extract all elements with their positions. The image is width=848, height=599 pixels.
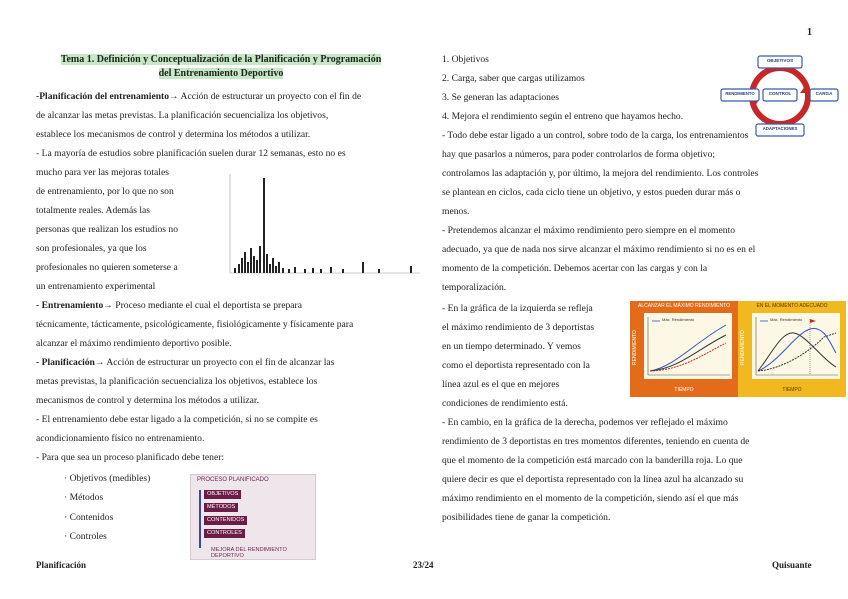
paragraph-line: que el momento de la competición está marcado con la banderilla roja. Lo que <box>442 455 743 466</box>
graph-ylabel: RENDIMIENTO <box>740 330 746 365</box>
graph-max-performance <box>630 301 738 397</box>
cycle-label: CARGA <box>815 91 833 96</box>
paragraph-line: profesionales no quieren someterse a <box>36 262 178 273</box>
process-step: OBJETIVOS <box>204 490 241 499</box>
paragraph-line: menos. <box>442 206 470 217</box>
graph-right-moment <box>738 301 846 397</box>
paragraph-line: condiciones de rendimiento está. <box>442 398 568 409</box>
graph-plot <box>752 313 840 379</box>
paragraph-line: controlamos las adaptación y, por último, la mejora del rendimiento. Los controles <box>442 168 759 179</box>
paragraph-line: de entrenamiento, por lo que no son <box>36 186 174 197</box>
study-duration-figure <box>208 168 426 282</box>
footer-left: Planificación <box>36 560 86 570</box>
paragraph-line: posibilidades tiene de ganar la competición. <box>442 512 611 523</box>
paragraph-line: - Pretendemos alcanzar el máximo rendimiento pero siempre en el momento <box>442 225 736 236</box>
paragraph-line: adecuado, ya que de nada nos sirve alcanzar el máximo rendimiento si no es en el <box>442 244 756 255</box>
paragraph-line: - Entrenamiento→ Proceso mediante el cual el deportista se prepara <box>36 300 302 311</box>
footer-page: 23/24 <box>413 560 434 570</box>
paragraph-line: mecanismos de control y determina los métodos a utilizar. <box>36 395 259 406</box>
paragraph-line: - La mayoría de estudios sobre planificación suelen durar 12 semanas, esto no es <box>36 148 346 159</box>
paragraph-line: metas previstas, la planificación secuencializa los objetivos, establece los <box>36 376 318 387</box>
page-number: 1 <box>807 27 812 38</box>
paragraph-line: alcanzar el máximo rendimiento deportivo posible. <box>36 338 232 349</box>
paragraph-line: máximo rendimiento en el momento de la competición, siendo así el que más <box>442 493 739 504</box>
graph-xlabel: TIEMPO <box>674 387 694 393</box>
process-step: CONTROLES <box>204 529 245 538</box>
list-item: 1. Objetivos <box>442 54 489 65</box>
paragraph-line: en un tiempo determinado. Y vemos <box>442 341 581 352</box>
paragraph-line: técnicamente, tácticamente, psicológicamente, fisiológicamente y físicamente para <box>36 319 354 330</box>
process-step: CONTENIDOS <box>204 516 247 525</box>
list-item: · Controles <box>64 531 107 542</box>
paragraph-line: - Todo debe estar ligado a un control, sobre todo de la carga, los entrenamientos <box>442 130 749 141</box>
paragraph-line: - Planificación→ Acción de estructurar un proyecto con el fin de alcanzar las <box>36 357 335 368</box>
process-step: MÉTODOS <box>204 503 238 512</box>
list-item: 2. Carga, saber que cargas utilizamos <box>442 73 585 84</box>
performance-curves <box>644 313 732 379</box>
graph-legend: Máx. Rendimiento <box>770 317 803 322</box>
paragraph-line: son profesionales, ya que los <box>36 243 147 254</box>
list-item: · Objetivos (medibles) <box>64 473 151 484</box>
cycle-label: OBJETIVOS <box>766 58 794 63</box>
paragraph-line: -Planificación del entrenamiento→ Acción de estructurar un proyecto con el fin de <box>36 91 362 102</box>
paragraph-line: de alcanzar las metas previstas. La planificación secuencializa los objetivos, <box>36 110 329 121</box>
paragraph-line: momento de la competición. Debemos acertar con las cargas y con la <box>442 263 708 274</box>
graph-title: EN EL MOMENTO ADECUADO <box>756 303 828 309</box>
title-line-2: del Entrenamiento Deportivo <box>158 68 284 79</box>
figure-footer: MEJORA DEL RENDIMIENTO DEPORTIVO <box>211 547 287 559</box>
paragraph-line: acondicionamiento físico no entrenamiento. <box>36 433 205 444</box>
cycle-arrows <box>720 55 840 137</box>
training-cycle-diagram <box>720 55 840 137</box>
paragraph-line: línea azul es el que en mejores <box>442 379 560 390</box>
list-item: · Métodos <box>64 492 104 503</box>
cycle-label: CONTROL <box>768 91 792 96</box>
paragraph-line: mucho para ver las mejoras totales <box>36 167 169 178</box>
paragraph-line: personas que realizan los estudios no <box>36 224 179 235</box>
paragraph-line: rendimiento de 3 deportistas en tres momentos diferentes, teniendo en cuenta de <box>442 436 750 447</box>
list-item: 4. Mejora el rendimiento según el entreno que hayamos hecho. <box>442 111 684 122</box>
paragraph-line: hay que pasarlos a números, para poder controlarlos de forma objetivo; <box>442 149 716 160</box>
graph-plot <box>644 313 732 379</box>
list-item: 3. Se generan las adaptaciones <box>442 92 559 103</box>
cycle-label: RENDIMIENTO <box>725 91 755 96</box>
paragraph-line: - En cambio, en la gráfica de la derecha, podemos ver reflejado el máximo <box>442 417 728 428</box>
title-line-1: Tema 1. Definición y Conceptualización de la Planificación y Programación <box>60 54 382 65</box>
paragraph-line: un entrenamiento experimental <box>36 281 156 292</box>
arrow-line <box>199 490 201 548</box>
graph-legend: Máx. Rendimiento <box>662 317 695 322</box>
graph-xlabel: TIEMPO <box>782 387 802 393</box>
paragraph-line: - En la gráfica de la izquierda se refleja <box>442 303 593 314</box>
paragraph-line: - Para que sea un proceso planificado debe tener: <box>36 452 225 463</box>
list-item: · Contenidos <box>64 512 114 523</box>
paragraph-line: se plantean en ciclos, cada ciclo tiene un objetivo, y estos pueden durar más o <box>442 187 741 198</box>
graph-ylabel: RENDIMIENTO <box>632 330 638 365</box>
cycle-label: ADAPTACIONES <box>762 126 798 131</box>
footer-right: Quisuante <box>772 560 812 570</box>
performance-curves <box>752 313 840 379</box>
paragraph-line: establece los mecanismos de control y determina los métodos a utilizar. <box>36 129 311 140</box>
paragraph-line: como el deportista representado con la <box>442 360 590 371</box>
paragraph-line: el máximo rendimiento de 3 deportistas <box>442 322 595 333</box>
page-title <box>36 53 406 81</box>
paragraph-line: temporalización. <box>442 282 507 293</box>
figure-header: PROCESO PLANIFICADO <box>197 477 269 483</box>
graph-title: ALCANZAR EL MÁXIMO RENDIMIENTO <box>638 303 730 309</box>
paragraph-line: - El entrenamiento debe estar ligado a la competición, si no se compite es <box>36 414 318 425</box>
planned-process-figure <box>190 474 316 560</box>
paragraph-line: totalmente reales. Además las <box>36 205 151 216</box>
paragraph-line: quiere decir es que el deportista representado con la línea azul ha alcanzado su <box>442 474 744 485</box>
